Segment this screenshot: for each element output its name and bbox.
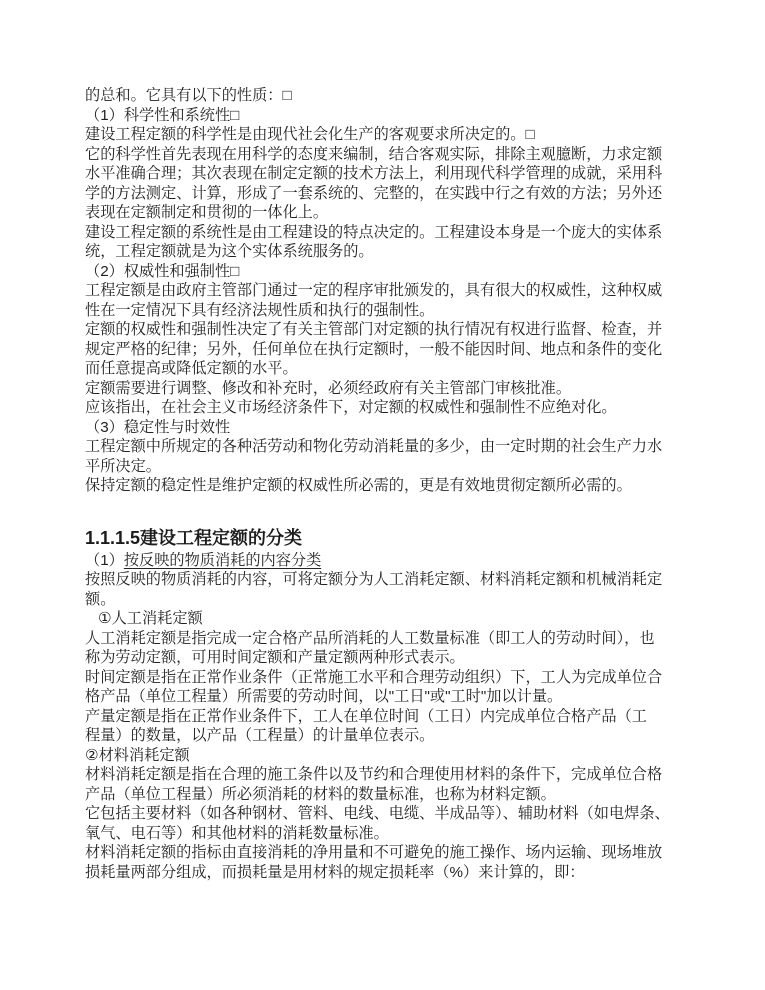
text-line: 建设工程定额的系统性是由工程建设的特点决定的。工程建设本身是一个庞大的实体系 — [85, 223, 663, 241]
text-line: （3）稳定性与时效性 — [85, 418, 231, 436]
text-line: ②材料消耗定额 — [85, 746, 190, 764]
text-line: 产品（单位工程量）所必须消耗的材料的数量标准，也称为材料定额。 — [85, 785, 556, 803]
text-line: 统，工程定额就是为这个实体系统服务的。 — [85, 243, 374, 260]
text-line: 额。 — [85, 590, 116, 608]
text-line: 定额的权威性和强制性决定了有关主管部门对定额的执行情况有权进行监督、检查，并 — [85, 321, 663, 338]
text-line: 水平准确合理；其次表现在制定定额的技术方法上，利用现代科学管理的成就，采用科 — [85, 165, 663, 182]
text-line: 材料消耗定额是指在合理的施工条件以及节约和合理使用材料的条件下，完成单位合格 — [85, 766, 663, 783]
text-line: 材料消耗定额的指标由直接消耗的净用量和不可避免的施工操作、场内运输、现场堆放 — [85, 844, 663, 861]
text-line: 建设工程定额的科学性是由现代社会化生产的客观要求所决定的。□ — [85, 126, 535, 143]
text-line: ①人工消耗定额 — [98, 610, 203, 627]
text-line: 保持定额的稳定性是维护定额的权威性所必需的，更是有效地贯彻定额所必需的。 — [85, 477, 632, 494]
list-item-number: （1） — [85, 551, 124, 569]
text-line: 氧气、电石等）和其他材料的消耗数量标准。 — [85, 824, 389, 842]
text-line — [85, 551, 695, 571]
text-line: 学的方法测定、计算，形成了一套系统的、完整的，在实践中行之有效的方法；另外还 — [85, 184, 663, 202]
text-line: 人工消耗定额是指完成一定合格产品所消耗的人工数量标准（即工人的劳动时间），也 — [85, 629, 655, 647]
text-line: 的总和。它具有以下的性质：□ — [85, 87, 292, 104]
text-line: 损耗量两部分组成，而损耗量是用材料的规定损耗率（%）来计算的，即： — [85, 863, 585, 881]
text-line: 格产品（单位工程量）所需要的劳动时间，以"工日"或"工时"加以计量。 — [85, 688, 563, 705]
section-heading: 1.1.1.5建设工程定额的分类 — [85, 527, 303, 548]
text-line: 应该指出，在社会主义市场经济条件下，对定额的权威性和强制性不应绝对化。 — [85, 399, 617, 416]
underlined-subheading: 按反映的物质消耗的内容分类 — [123, 551, 322, 569]
text-line: 按照反映的物质消耗的内容，可将定额分为人工消耗定额、材料消耗定额和机械消耗定 — [85, 571, 663, 588]
text-line: 它包括主要材料（如各种钢材、管料、电线、电缆、半成品等）、辅助材料（如电焊条、 — [85, 805, 670, 822]
text-line: 程量）的数量，以产品（工程量）的计量单位表示。 — [85, 727, 435, 744]
text-line: 它的科学性首先表现在用科学的态度来编制，结合客观实际，排除主观臆断，力求定额 — [85, 145, 663, 163]
text-line: 时间定额是指在正常作业条件（正常施工水平和合理劳动组织）下，工人为完成单位合 — [85, 668, 663, 686]
text-line: 平所决定。 — [85, 457, 161, 475]
text-line: 规定严格的纪律；另外，任何单位在执行定额时，一般不能因时间、地点和条件的变化 — [85, 340, 663, 358]
text-line: 产量定额是指在正常作业条件下，工人在单位时间（工日）内完成单位合格产品（工 — [85, 707, 647, 725]
text-line: 表现在定额制定和贯彻的一体化上。 — [85, 204, 328, 221]
text-line: （2）权威性和强制性□ — [85, 262, 240, 280]
text-line: 定额需要进行调整、修改和补充时，必须经政府有关主管部门审核批准。 — [85, 379, 571, 397]
text-line: 称为劳动定额，可用时间定额和产量定额两种形式表示。 — [85, 649, 465, 666]
text-line: 工程定额中所规定的各种活劳动和物化劳动消耗量的多少，由一定时期的社会生产力水 — [85, 438, 663, 455]
text-line: 性在一定情况下具有经济法规性质和执行的强制性。 — [85, 301, 435, 319]
document-body — [85, 86, 695, 882]
text-line: （1）科学性和系统性□ — [85, 106, 240, 124]
text-line: 而任意提高或降低定额的水平。 — [85, 360, 298, 377]
text-line: 工程定额是由政府主管部门通过一定的程序审批颁发的，具有很大的权威性，这种权威 — [85, 282, 663, 299]
